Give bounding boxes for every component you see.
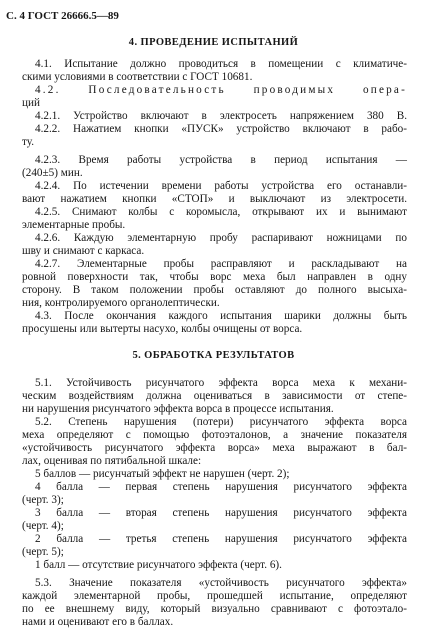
section-4-line: 4.2.3. Время работы устройства в период испытания — xyxy=(35,154,407,166)
section-4-line: 4.2.7. Элементарные пробы расправляют и раскладывают на xyxy=(35,258,407,270)
section-4-line: ту. xyxy=(22,136,35,148)
section-5-line: 1 балл — отсутствие рисунчатого эффекта (черт. 6). xyxy=(35,559,282,571)
section-5-line: (черт. 3); xyxy=(22,494,64,506)
section-5-line: «устойчивость рисунчатого эффекта ворса» меха выражают в бал- xyxy=(22,442,407,454)
section-4-line: 4.3. После окончания каждого испытания шарики должны быть xyxy=(35,310,407,322)
section-4-line: 4.2.4. По истечении времени работы устройства его останавли- xyxy=(35,180,407,192)
section-4-line: 4.2.1. Устройство включают в электросеть напряжением 380 В. xyxy=(35,110,407,122)
section-5-line: 5.1. Устойчивость рисунчатого эффекта ворса меха к механи- xyxy=(35,377,407,389)
section-4-line: ровной поверхности так, чтобы ворс меха был направлен в одну xyxy=(22,271,407,283)
section-4-line: 4.2. Последовательность проводимых опера- xyxy=(35,84,407,96)
section-5-line: 5 баллов — рисунчатый эффект не нарушен (черт. 2); xyxy=(35,468,290,480)
section-5-line: 5.3. Значение показателя «устойчивость рисунчатого эффекта» xyxy=(35,577,407,589)
section-5-line: ческим воздействиям должна оцениваться в зависимости от степе- xyxy=(22,390,407,402)
section-5-line: нами и оценивают его в баллах. xyxy=(22,616,174,628)
section-5-line: каждой элементарной пробы, прошедшей испытание, определяют xyxy=(22,590,407,602)
section-4-line: (240±5) мин. xyxy=(22,167,83,179)
section-4-heading: 4. ПРОВЕДЕНИЕ ИСПЫТАНИЙ xyxy=(128,37,299,48)
section-4-line: 4.2.5. Снимают колбы с коромысла, открывают их и вынимают xyxy=(35,206,407,218)
section-4-line: шву и снимают с каркаса. xyxy=(22,245,145,257)
section-4-line: элементарные пробы. xyxy=(22,219,126,231)
section-5-line: ни нарушения рисунчатого эффекта ворса в процессе испытания. xyxy=(22,403,334,415)
section-5-line: 4 балла — первая степень нарушения рисунчатого эффекта xyxy=(35,481,407,493)
section-5-line: по ее внешнему виду, который визуально сравнивают с фотоэтало- xyxy=(22,603,407,615)
section-5-line: 5.2. Степень нарушения (потери) рисунчатого эффекта ворса xyxy=(35,416,407,428)
section-4-line: ния, контролируемого органолептически. xyxy=(22,297,220,309)
section-4-line: вают нажатием кнопки «СТОП» и выключают из электросети. xyxy=(22,193,407,205)
section-5-line: 2 балла — третья степень нарушения рисунчатого эффекта xyxy=(35,533,407,545)
section-5-heading: 5. ОБРАБОТКА РЕЗУЛЬТАТОВ xyxy=(132,350,295,361)
section-5-line: 3 балла — вторая степень нарушения рисунчатого эффекта xyxy=(35,507,407,519)
section-4-line: ций xyxy=(22,97,40,109)
section-4-line: скими условиями в соответствии с ГОСТ 10681. xyxy=(22,71,253,83)
section-4-line: 4.1. Испытание должно проводиться в помещении с климатиче- xyxy=(35,58,407,70)
section-4-line: 4.2.2. Нажатием кнопки «ПУСК» устройство включают в рабо- xyxy=(35,123,407,135)
section-4-line: сторону. В таком положении пробы оставляют до полного высыха- xyxy=(22,284,407,296)
section-5-line: лах, оценивая по пятибальной шкале: xyxy=(22,455,202,467)
section-5-line: (черт. 4); xyxy=(22,520,64,532)
section-5-line: меха определяют с помощью фотоэталонов, а значение показателя xyxy=(22,429,407,441)
section-5-line: (черт. 5); xyxy=(22,546,64,558)
section-4-line: просушены или вытерты насухо, колбы очищены от ворса. xyxy=(22,323,303,335)
section-4-line: 4.2.6. Каждую элементарную пробу распаривают ножницами по xyxy=(35,232,407,244)
page-header: С. 4 ГОСТ 26666.5—89 xyxy=(6,10,119,22)
